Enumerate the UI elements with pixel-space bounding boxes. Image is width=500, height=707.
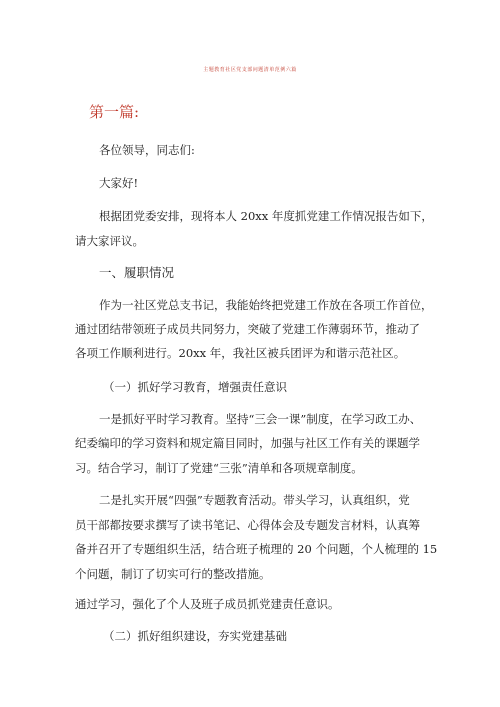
paragraph-line: 通过学习，强化了个人及班子成员抓党建责任意识。 <box>75 597 340 611</box>
paragraph-line: 个问题，制订了切实可行的整改措施。 <box>75 567 271 581</box>
paragraph-line: 备并召开了专题组织生活，结合班子梳理的 20 个问题，个人梳理的 15 <box>75 542 438 556</box>
section-heading: 第一篇: <box>89 103 140 121</box>
salutation: 各位领导，同志们: <box>99 143 195 157</box>
paragraph-line: 各项工作顺利进行。20xx 年，我社区被兵团评为和谐示范社区。 <box>75 346 406 360</box>
paragraph-line: 习。结合学习，制订了党建“三张”清单和各项规章制度。 <box>75 461 363 475</box>
subsection-heading: 一、履职情况 <box>99 265 175 280</box>
paragraph-line: 二是扎实开展“四强”专题教育活动。带头学习，认真组织，党 <box>99 493 410 507</box>
paragraph-line: 根据团党委安排，现将本人 20xx 年度抓党建工作情况报告如下， <box>99 209 433 223</box>
greeting: 大家好! <box>99 176 139 190</box>
paragraph-line: 纪委编印的学习资料和规定篇目同时，加强与社区工作有关的课题学 <box>75 436 420 450</box>
document-title: 主题教育社区党支部问题清单范例六篇 <box>203 67 297 73</box>
paragraph-line: 员干部都按要求撰写了读书笔记、心得体会及专题发言材料，认真筹 <box>75 518 420 532</box>
paragraph-line: 作为一社区党总支书记，我能始终把党建工作放在各项工作首位， <box>99 298 433 312</box>
subsection-heading: （二）抓好组织建设，夯实党建基础 <box>103 629 287 643</box>
paragraph-line: 请大家评议。 <box>75 234 144 248</box>
subsection-heading: （一）抓好学习教育，增强责任意识 <box>103 380 287 394</box>
paragraph-line: 一是抓好平时学习教育。坚持“三会一课”制度，在学习政工办、 <box>99 412 422 426</box>
paragraph-line: 通过团结带领班子成员共同努力，突破了党建工作薄弱环节，推动了 <box>75 322 420 336</box>
